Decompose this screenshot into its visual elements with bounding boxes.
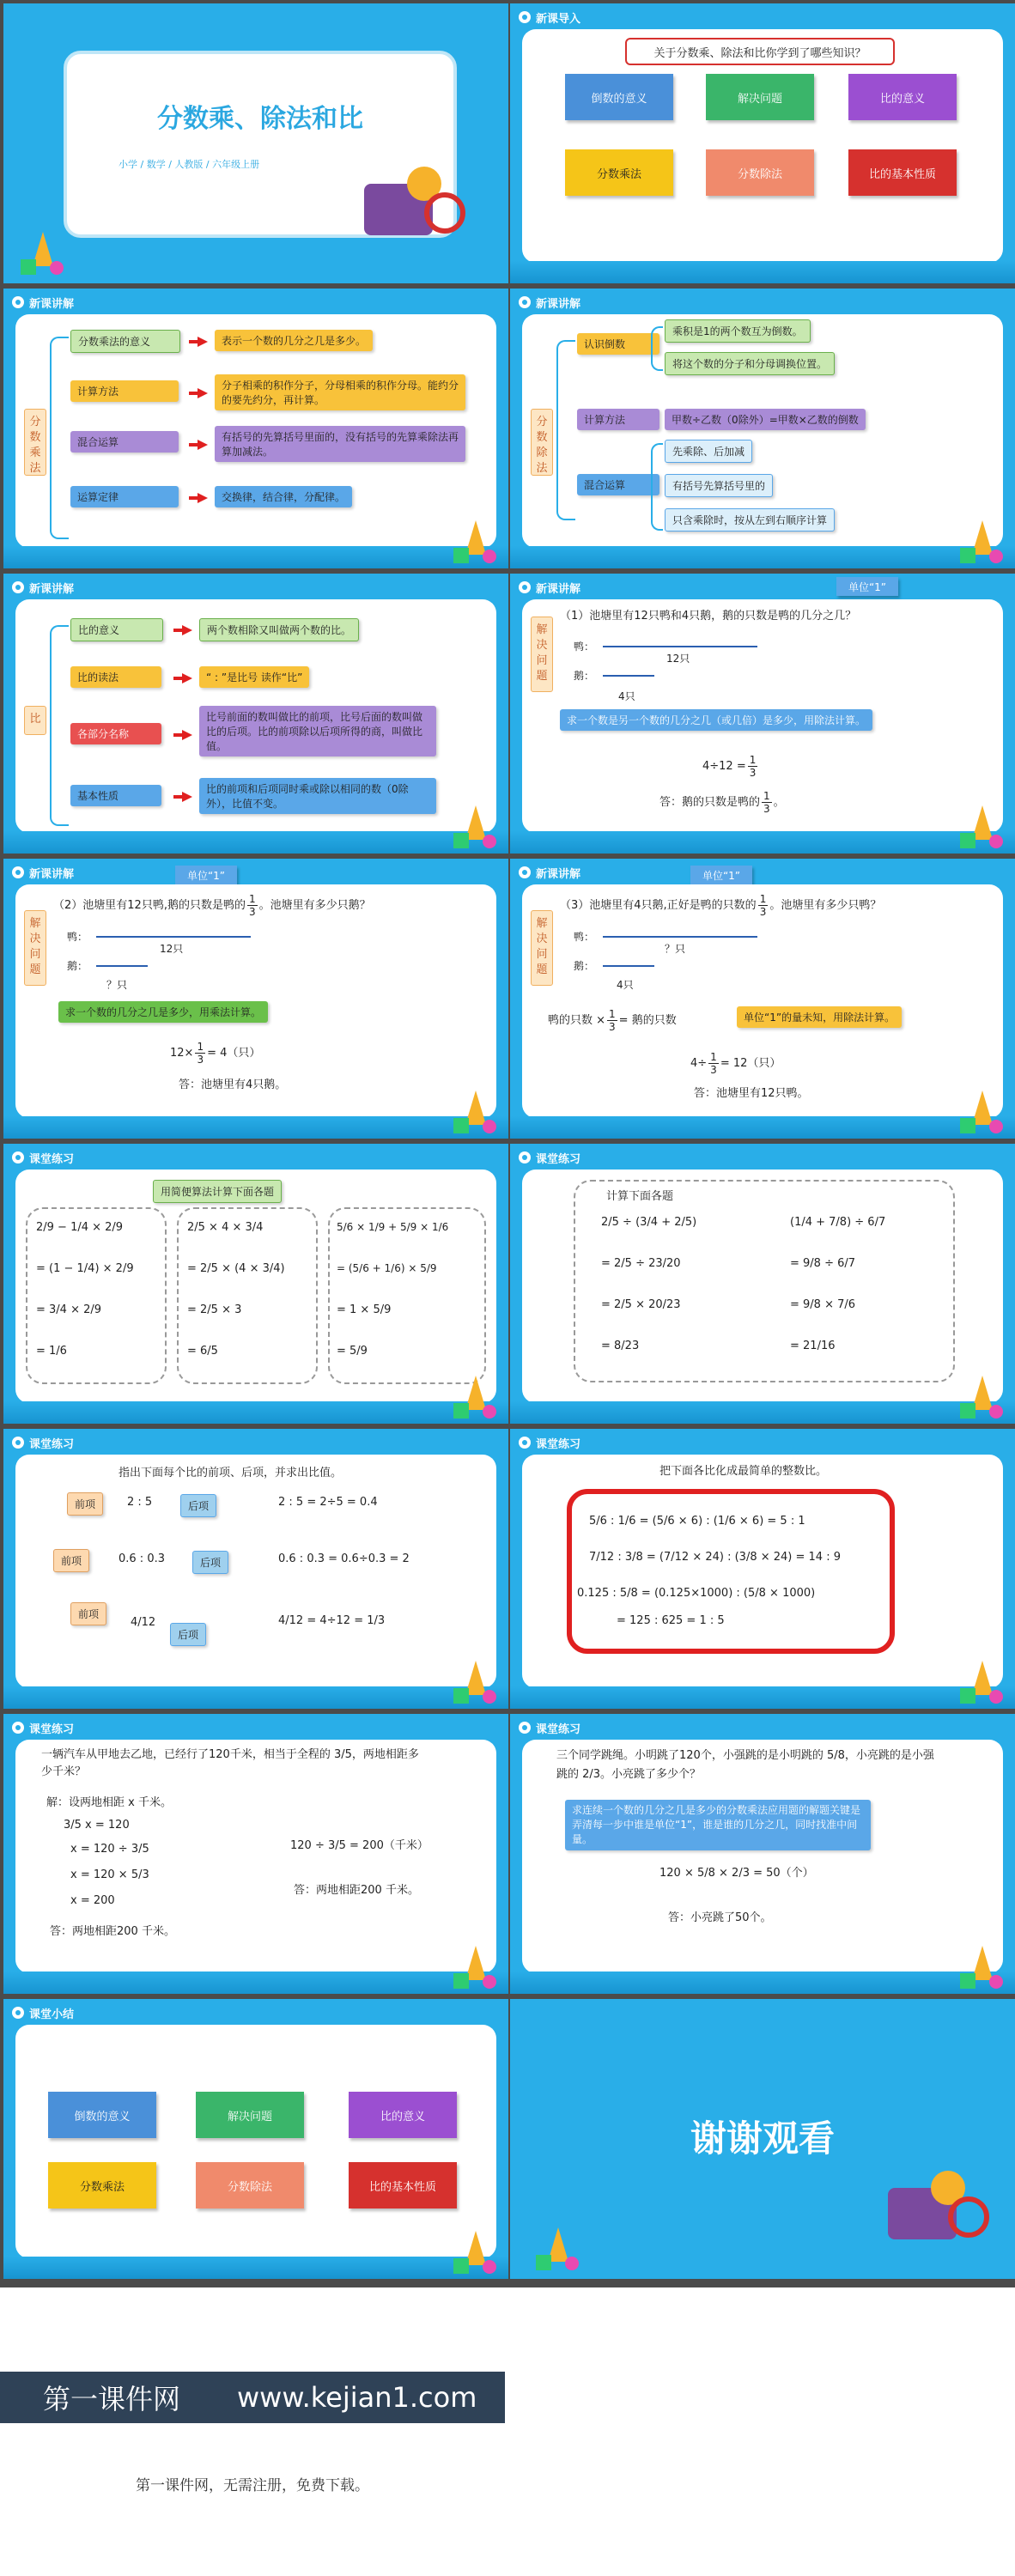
step: 5/6 × 1/9 + 5/9 × 1/6 <box>337 1221 449 1233</box>
slide-practice-6 <box>510 1714 1015 1994</box>
question-text: 三个同学跳绳。小明跳了120个，小强跳的是小明跳的 5/8，小亮跳的是小强跳的 2/3。小亮跳了多少个？ <box>556 1749 934 1781</box>
slide-practice-1 <box>3 1144 508 1424</box>
slide-intro <box>510 3 1015 283</box>
step: 7/12 : 3/8 = (7/12 × 24) : (3/8 × 24) = 14 : 9 <box>589 1551 841 1564</box>
node-mixed: 混合运算 <box>70 431 179 453</box>
arrow-icon <box>182 673 192 683</box>
step: = (1 − 1/4) × 2/9 <box>36 1262 134 1275</box>
node-method: 计算方法 <box>70 380 179 402</box>
shapes-decoration <box>453 1661 496 1704</box>
goose-label: 鹅： <box>67 960 88 972</box>
equation: 120 × 5/8 × 2/3 = 50（个） <box>659 1867 814 1880</box>
wave-decoration <box>510 1971 1015 1994</box>
slide-card <box>522 29 1003 263</box>
question-text: （1）池塘里有12只鸭和4只鹅，鹅的只数是鸭的几分之几？ <box>560 610 857 623</box>
arrow-icon <box>182 792 192 802</box>
ratio-1-answer: 2 : 5 = 2÷5 = 0.4 <box>278 1496 378 1509</box>
header-bullet-icon <box>12 296 24 308</box>
student-illustration <box>879 2162 982 2257</box>
step: = 21/16 <box>790 1340 836 1352</box>
side-label: 分数乘法 <box>24 409 46 476</box>
tree-bracket <box>50 625 69 826</box>
node-ratio-parts-desc: 比号前面的数叫做比的前项，比号后面的数叫做比的后项。比的前项除以后项所得的商，叫做比值。 <box>199 706 436 756</box>
equation: 12× $\frac{1}{3}$ = 4（只） <box>170 1041 261 1066</box>
duck-bar <box>603 936 757 938</box>
shapes-decoration <box>453 1946 496 1989</box>
slide-ratio <box>3 574 508 854</box>
wave-decoration <box>3 1686 508 1709</box>
slide-card <box>522 314 1003 548</box>
arrow-icon <box>198 440 208 450</box>
rule-box: 求一个数的几分之几是多少，用乘法计算。 <box>58 1001 268 1023</box>
node-meaning-desc: 表示一个数的几分之几是多少。 <box>215 330 373 351</box>
arrow-icon <box>198 493 208 503</box>
node-reciprocal: 认识倒数 <box>577 333 659 355</box>
answer: 答：池塘里有4只鹅。 <box>179 1078 287 1091</box>
goose-label: 鹅： <box>574 960 595 972</box>
node-reciprocal-how: 将这个数的分子和分母调换位置。 <box>665 352 835 375</box>
topic-fraction-divide[interactable]: 分数除法 <box>706 149 814 196</box>
goose-unknown: ？只 <box>106 979 128 991</box>
duck-bar <box>603 646 757 647</box>
front-label: 前项 <box>70 1602 106 1625</box>
header-bullet-icon <box>12 2007 24 2019</box>
slide-header: 新课讲解 <box>12 580 74 595</box>
slide-header: 课堂练习 <box>519 1435 580 1450</box>
topic-fraction-multiply[interactable]: 分数乘法 <box>565 149 673 196</box>
exercise-card-3 <box>328 1207 486 1384</box>
shapes-decoration <box>453 805 496 848</box>
slide-title <box>3 3 508 283</box>
slide-header: 课堂练习 <box>12 1435 74 1450</box>
back-label: 后项 <box>170 1623 206 1646</box>
step: 2/5 × 4 × 3/4 <box>187 1221 264 1234</box>
topic-problem-solving[interactable]: 解决问题 <box>196 2092 304 2138</box>
node-laws: 运算定律 <box>70 486 179 507</box>
slide-practice-5 <box>3 1714 508 1994</box>
sub-bracket <box>651 443 663 531</box>
question-text: （2）池塘里有12只鸭,鹅的只数是鸭的 $\frac{1}{3}$ 。池塘里有多少只鹅？ <box>53 893 371 918</box>
unit-one-badge: 单位“1” <box>690 866 752 884</box>
shapes-decoration <box>960 1661 1003 1704</box>
node-meaning: 分数乘法的意义 <box>70 330 180 353</box>
shapes-decoration <box>453 520 496 563</box>
back-label: 后项 <box>192 1551 228 1574</box>
slide-summary <box>3 1999 508 2279</box>
solution-step: x = 200 <box>70 1894 115 1907</box>
exercise-frame <box>574 1180 955 1382</box>
solution-step: x = 120 × 5/3 <box>70 1868 149 1881</box>
shapes-decoration <box>453 1091 496 1133</box>
duck-count: 12只 <box>160 943 184 955</box>
slide-card <box>15 599 496 833</box>
tree-bracket <box>556 340 575 520</box>
site-footnote: 第一课件网，无需注册，免费下载。 <box>136 2477 369 2494</box>
node-ratio-property-desc: 比的前项和后项同时乘或除以相同的数（0除外），比值不变。 <box>199 778 436 814</box>
slide-card <box>15 2025 496 2258</box>
header-bullet-icon <box>519 581 531 593</box>
slide-card <box>15 1455 496 1688</box>
solution-step: x = 120 ÷ 3/5 <box>70 1843 149 1856</box>
sub-bracket <box>651 326 663 371</box>
site-banner <box>0 2372 505 2423</box>
shapes-decoration <box>453 1376 496 1419</box>
slide-fraction-divide <box>510 289 1015 568</box>
step: = 9/8 ÷ 6/7 <box>790 1257 856 1270</box>
ratio-3: 4/12 <box>131 1616 156 1629</box>
slide-card <box>522 1740 1003 1973</box>
slide-header: 课堂小结 <box>12 2005 74 2020</box>
equation: 4÷ $\frac{1}{3}$ = 12（只） <box>690 1051 781 1076</box>
relation-equation: 鸭的只数 × $\frac{1}{3}$ = 鹅的只数 <box>548 1008 677 1033</box>
node-mixed-b: 有括号先算括号里的 <box>665 474 773 497</box>
tree-bracket <box>50 337 69 539</box>
side-label: 分数除法 <box>531 409 553 476</box>
step: = 3/4 × 2/9 <box>36 1303 102 1316</box>
topic-reciprocal[interactable]: 倒数的意义 <box>565 74 673 120</box>
deck-subtitle: 小学 / 数学 / 人教版 / 六年级上册 <box>119 159 260 170</box>
slide-practice-2 <box>510 1144 1015 1424</box>
node-laws-desc: 交换律，结合律，分配律。 <box>215 486 352 507</box>
site-url[interactable]: www.kejian1.com <box>237 2381 477 2414</box>
ratio-3-answer: 4/12 = 4÷12 = 1/3 <box>278 1614 386 1627</box>
step: = 2/5 × 20/23 <box>601 1298 681 1311</box>
goose-count: 4只 <box>618 690 635 702</box>
step: = 2/5 × 3 <box>187 1303 242 1316</box>
wave-decoration <box>510 546 1015 568</box>
duck-count: 12只 <box>666 653 690 665</box>
shapes-decoration <box>536 2227 579 2270</box>
hint-box: 求连续一个数的几分之几是多少的分数乘法应用题的解题关键是弄清每一步中谁是单位“1”，谁是谁的几分之几，同时找准中间量。 <box>565 1800 871 1850</box>
slide-practice-4 <box>510 1429 1015 1709</box>
slide-header: 新课讲解 <box>519 865 580 880</box>
wave-decoration <box>3 1971 508 1994</box>
duck-label: 鸭： <box>574 931 595 943</box>
slide-header: 课堂练习 <box>519 1150 580 1165</box>
side-label: 解决问题 <box>531 910 553 986</box>
duck-unknown: ？只 <box>665 943 686 955</box>
goose-label: 鹅： <box>574 670 595 682</box>
slide-header: 新课讲解 <box>12 865 74 880</box>
goose-count: 4只 <box>617 979 634 991</box>
step: 2/9 − 1/4 × 2/9 <box>36 1221 124 1234</box>
slide-fraction-multiply <box>3 289 508 568</box>
node-ratio-meaning-desc: 两个数相除又叫做两个数的比。 <box>199 618 359 641</box>
wave-decoration <box>510 261 1015 283</box>
node-ratio-meaning: 比的意义 <box>70 618 163 641</box>
student-illustration <box>356 158 459 252</box>
node-ratio-read-desc: “ : ”是比号 读作“比” <box>199 666 309 688</box>
slide-card <box>15 884 496 1118</box>
wave-decoration <box>510 1116 1015 1139</box>
site-name: 第一课件网 <box>43 2383 181 2415</box>
header-bullet-icon <box>519 296 531 308</box>
question-text: 一辆汽车从甲地去乙地，已经行了120千米，相当于全程的 3/5，两地相距多少千米？ <box>41 1748 419 1778</box>
node-method-desc: 分子相乘的积作分子，分母相乘的积作分母。能约分的要先约分，再计算。 <box>215 374 465 410</box>
wave-decoration <box>510 1401 1015 1424</box>
slide-header: 新课导入 <box>519 9 580 25</box>
slide-problem-1 <box>510 574 1015 854</box>
step: (1/4 + 7/8) ÷ 6/7 <box>790 1216 886 1229</box>
slide-header: 课堂练习 <box>519 1720 580 1735</box>
header-bullet-icon <box>519 1151 531 1163</box>
side-label: 解决问题 <box>24 910 46 986</box>
slide-card <box>522 1170 1003 1403</box>
wave-decoration <box>510 1686 1015 1709</box>
step: = (5/6 + 1/6) × 5/9 <box>337 1262 437 1274</box>
step: = 1/6 <box>36 1345 67 1358</box>
slide-header: 课堂练习 <box>12 1150 74 1165</box>
step: 0.125 : 5/8 = (0.125×1000) : (5/8 × 1000) <box>577 1587 816 1600</box>
header-bullet-icon <box>519 1722 531 1734</box>
step: 5/6 : 1/6 = (5/6 × 6) : (1/6 × 6) = 5 : 1 <box>589 1515 805 1528</box>
step: = 5/9 <box>337 1345 368 1358</box>
step: = 2/5 × (4 × 3/4) <box>187 1262 285 1275</box>
topic-ratio-property[interactable]: 比的基本性质 <box>349 2162 457 2208</box>
duck-label: 鸭： <box>574 641 595 653</box>
answer-1: 答：两地相距200 千米。 <box>50 1925 175 1938</box>
node-reciprocal-def: 乘积是1的两个数互为倒数。 <box>665 319 811 343</box>
alternate-method: 120 ÷ 3/5 = 200（千米） <box>290 1839 428 1852</box>
unit-one-badge: 单位“1” <box>175 866 237 884</box>
wave-decoration <box>3 831 508 854</box>
node-ratio-read: 比的读法 <box>70 666 161 688</box>
shapes-decoration <box>21 232 64 275</box>
equation: 4÷12 = $\frac{1}{3}$ <box>702 754 757 779</box>
topic-ratio-property[interactable]: 比的基本性质 <box>848 149 957 196</box>
exercise-card-1 <box>26 1207 167 1384</box>
thanks-text: 谢谢观看 <box>690 2117 835 2160</box>
slide-header: 新课讲解 <box>519 295 580 310</box>
step: = 8/23 <box>601 1340 640 1352</box>
back-label: 后项 <box>180 1494 216 1517</box>
shapes-decoration <box>960 1946 1003 1989</box>
ratio-2: 0.6 : 0.3 <box>119 1552 165 1565</box>
topic-ratio-meaning[interactable]: 比的意义 <box>848 74 957 120</box>
answer: 答：池塘里有12只鸭。 <box>694 1087 809 1100</box>
step: = 1 × 5/9 <box>337 1303 392 1316</box>
wave-decoration <box>3 2257 508 2279</box>
shapes-decoration <box>453 2231 496 2274</box>
shapes-decoration <box>960 805 1003 848</box>
node-ratio-property: 基本性质 <box>70 785 161 806</box>
duck-label: 鸭： <box>67 931 88 943</box>
node-mixed-a: 先乘除、后加减 <box>665 440 752 463</box>
slide-card <box>15 1740 496 1973</box>
wave-decoration <box>3 1401 508 1424</box>
side-label: 比 <box>24 706 46 735</box>
slide-practice-3 <box>3 1429 508 1709</box>
answer-frame <box>567 1489 895 1654</box>
solution-step: 3/5 x = 120 <box>64 1819 130 1832</box>
step: = 2/5 ÷ 23/20 <box>601 1257 681 1270</box>
slide-problem-3 <box>510 859 1015 1139</box>
question-text: （3）池塘里有4只鹅,正好是鸭的只数的 $\frac{1}{3}$ 。池塘里有多少只鸭？ <box>560 893 882 918</box>
shapes-decoration <box>960 1376 1003 1419</box>
unit-one-badge: 单位“1” <box>836 577 898 596</box>
slide-header: 新课讲解 <box>519 580 580 595</box>
topic-ratio-meaning[interactable]: 比的意义 <box>349 2092 457 2138</box>
node-mixed-desc: 有括号的先算括号里面的，没有括号的先算乘除法再算加减法。 <box>215 426 465 462</box>
shapes-decoration <box>960 520 1003 563</box>
node-method-desc: 甲数÷乙数（0除外）=甲数×乙数的倒数 <box>665 409 866 430</box>
rule-box: 求一个数是另一个数的几分之几（或几倍）是多少，用除法计算。 <box>560 709 872 731</box>
slide-header: 新课讲解 <box>12 295 74 310</box>
wave-decoration <box>3 1116 508 1139</box>
slide-card <box>522 884 1003 1118</box>
topic-fraction-divide[interactable]: 分数除法 <box>196 2162 304 2208</box>
front-label: 前项 <box>67 1492 103 1516</box>
topic-problem-solving[interactable]: 解决问题 <box>706 74 814 120</box>
exercise-title: 把下面各比化成最简单的整数比。 <box>659 1465 828 1478</box>
question-box: 关于分数乘、除法和比你学到了哪些知识？ <box>625 38 895 65</box>
exercise-title: 指出下面每个比的前项、后项，并求出比值。 <box>119 1467 343 1479</box>
slide-card <box>15 1170 496 1403</box>
slide-card <box>522 1455 1003 1688</box>
exercise-title: 计算下面各题 <box>606 1190 674 1203</box>
side-label: 解决问题 <box>531 617 553 692</box>
node-mixed: 混合运算 <box>577 474 659 495</box>
arrow-icon <box>198 337 208 347</box>
node-ratio-parts: 各部分名称 <box>70 723 161 744</box>
answer: 答：鹅的只数是鸭的 $\frac{1}{3}$ 。 <box>659 790 785 815</box>
exercise-title: 用简便算法计算下面各题 <box>153 1180 282 1203</box>
step: = 125 : 625 = 1 : 5 <box>617 1614 725 1627</box>
exercise-card-2 <box>177 1207 318 1384</box>
slide-card <box>15 314 496 548</box>
front-label: 前项 <box>53 1549 89 1572</box>
rule-box: 单位“1”的量未知，用除法计算。 <box>737 1006 902 1028</box>
goose-bar <box>603 675 654 677</box>
header-bullet-icon <box>12 581 24 593</box>
wave-decoration <box>3 546 508 568</box>
ratio-2-answer: 0.6 : 0.3 = 0.6÷0.3 = 2 <box>278 1552 410 1565</box>
node-method: 计算方法 <box>577 409 659 430</box>
header-bullet-icon <box>519 11 531 23</box>
slide-problem-2 <box>3 859 508 1139</box>
step: 2/5 ÷ (3/4 + 2/5) <box>601 1216 697 1229</box>
arrow-icon <box>182 625 192 635</box>
solution-step: 解：设两地相距 x 千米。 <box>46 1796 172 1809</box>
arrow-icon <box>182 730 192 740</box>
header-bullet-icon <box>519 1437 531 1449</box>
slide-card <box>522 599 1003 833</box>
topic-fraction-multiply[interactable]: 分数乘法 <box>48 2162 156 2208</box>
node-mixed-c: 只含乘除时，按从左到右顺序计算 <box>665 508 835 532</box>
slide-thanks <box>510 1999 1015 2279</box>
header-bullet-icon <box>12 866 24 878</box>
step: = 6/5 <box>187 1345 218 1358</box>
header-bullet-icon <box>12 1151 24 1163</box>
duck-bar <box>96 936 251 938</box>
ratio-1: 2 : 5 <box>127 1496 153 1509</box>
shapes-decoration <box>960 1091 1003 1133</box>
topic-reciprocal[interactable]: 倒数的意义 <box>48 2092 156 2138</box>
answer: 答：小亮跳了50个。 <box>668 1911 772 1924</box>
header-bullet-icon <box>12 1722 24 1734</box>
arrow-icon <box>198 388 208 398</box>
step: = 9/8 × 7/6 <box>790 1298 856 1311</box>
deck-title: 分数乘、除法和比 <box>157 104 363 134</box>
goose-bar <box>96 965 148 967</box>
slide-header: 课堂练习 <box>12 1720 74 1735</box>
goose-bar <box>603 965 654 967</box>
wave-decoration <box>510 831 1015 854</box>
header-bullet-icon <box>519 866 531 878</box>
answer-2: 答：两地相距200 千米。 <box>294 1884 419 1897</box>
header-bullet-icon <box>12 1437 24 1449</box>
